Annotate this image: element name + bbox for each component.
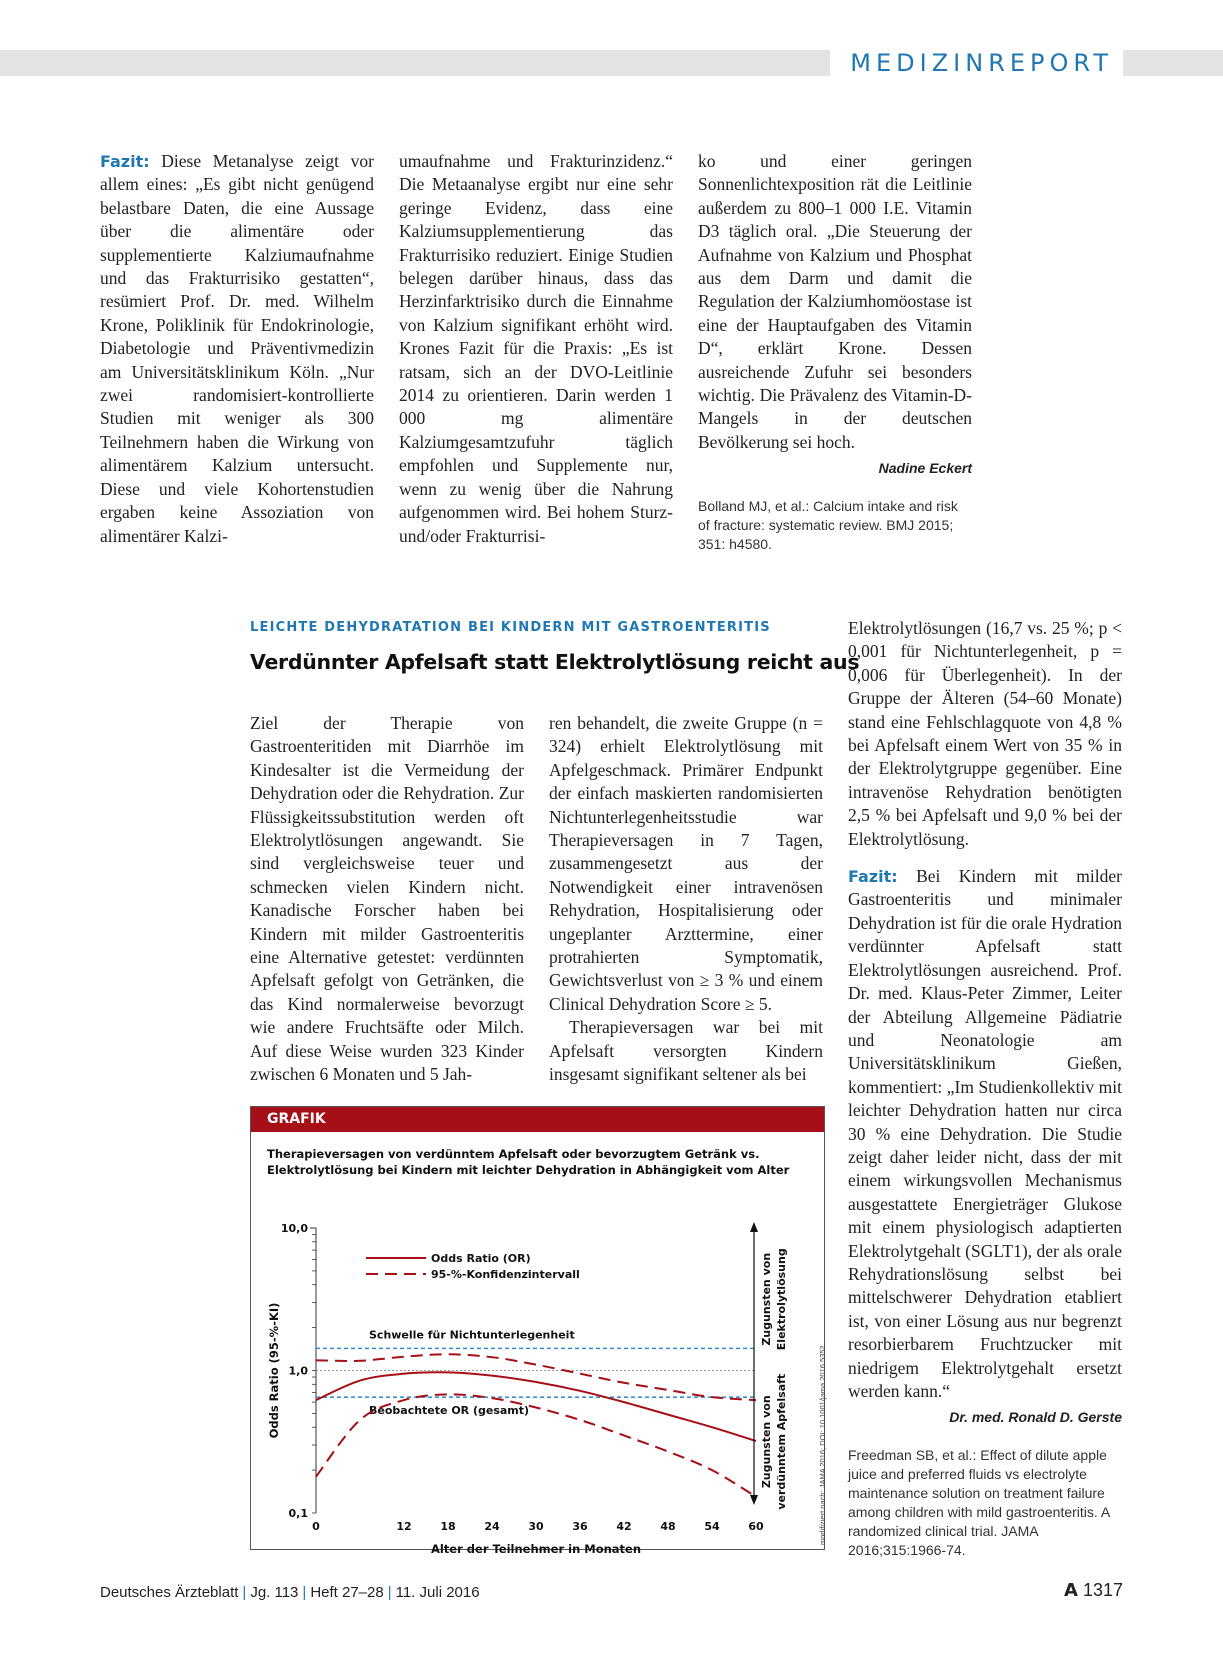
article2-column-1 — [250, 712, 524, 1087]
grafik-label: GRAFIK — [251, 1107, 824, 1132]
x-tick-label: 12 — [396, 1520, 412, 1533]
arrow-down-icon — [750, 1495, 758, 1505]
arrow-up-icon — [750, 1222, 758, 1232]
arrow-label-down: Zugunsten von — [760, 1395, 773, 1489]
article1-author: Nadine Eckert — [878, 460, 972, 477]
article2-column-2 — [549, 712, 823, 1087]
footer-citation: Deutsches Ärzteblatt | Jg. 113 | Heft 27–28 | 11. Juli 2016 — [100, 1584, 480, 1601]
chart-title-line-2: Elektrolytlösung bei Kindern mit leichter Dehydration in Abhängigkeit vom Alter — [267, 1163, 790, 1177]
y-axis-label: Odds Ratio (95-%-KI) — [267, 1302, 281, 1439]
article2-author: Dr. med. Ronald D. Gerste — [949, 1409, 1122, 1426]
article2-reference: Freedman SB, et al.: Effect of dilute apple juice and preferred fluids vs electrolyte maintenance solution on treatment failure among children with mild gastroenteritis. A randomized clinical trial. JAMA 2016;315:1966-74. — [848, 1446, 1110, 1558]
fazit-label: Fazit: — [100, 152, 150, 171]
article2-headline: Verdünnter Apfelsaft statt Elektrolytlösung reicht aus — [250, 650, 860, 674]
article1-reference: Bolland MJ, et al.: Calcium intake and risk of fracture: systematic review. BMJ 2015; 351: h4580. — [698, 497, 958, 552]
article1-column-1 — [100, 150, 374, 548]
x-tick-label: 0 — [312, 1520, 320, 1533]
chart — [251, 1132, 824, 1556]
issue: Heft 27–28 — [310, 1584, 384, 1601]
section-title: MEDIZINREPORT — [830, 48, 1123, 78]
journal-name: Deutsches Ärzteblatt — [100, 1584, 239, 1601]
y-tick-label: 0,1 — [288, 1507, 308, 1520]
x-tick-label: 48 — [660, 1520, 676, 1533]
x-tick-label: 18 — [440, 1520, 456, 1533]
article1-column-2 — [399, 150, 673, 548]
reference-line-label: Schwelle für Nichtunterlegenheit — [369, 1328, 575, 1342]
ci-line — [316, 1354, 756, 1400]
x-tick-label: 24 — [484, 1520, 500, 1533]
article2-kicker: LEICHTE DEHYDRATATION BEI KINDERN MIT GASTROENTERITIS — [250, 620, 771, 635]
article2-col3a-text: Elektrolytlösungen (16,7 vs. 25 %; p < 0,001 für Nichtunterlegenheit, p = 0,006 für Überlegenheit). In der Gruppe der Älteren (54–60 Monate) stand eine Fehlschlagquote von 4,8 % bei Apfelsaft einem Wert von 35 % in der Elektrolytgruppe gegenüber. Eine intravenöse Rehydration benötigten 2,5 % bei Apfelsaft und 9,0 % bei der Elektrolytlösung. — [848, 618, 1122, 849]
page-value: 1317 — [1082, 1580, 1123, 1600]
article2-col3b-text: Bei Kindern mit milder Gastroenteritis und minimaler Dehydration ist für die orale Hydration verdünnter Apfelsaft statt Elektrolytlösungen ausreichend. Prof. Dr. med. Klaus-Peter Zimmer, Leiter der Abteilung Allgemeine Pädiatrie und Neonatologie am Universitätsklinikum Gießen, kommentiert: „Im Studienkollektiv mit leichter Dehydration hatten nur circa 30 % eine Dehydration. Die Studie zeigt daher leider nicht, dass der mit einem wirkungsvollen Mechanismus ausgestattete Energieträger Glukose mit einem physiologisch adaptierten Elektrolytgehalt (SGLT1), der als orale Rehydrationslösung selbst bei mittelschwerer Dehydration etabliert ist, von einer Lösung aus nur begrenzt resorbierbarem Fruchtzucker mit niedrigem Elektrolytgehalt ersetzt werden kann.“ — [848, 866, 1122, 1401]
article1-col1-text: Diese Metanalyse zeigt vor allem eines: „Es gibt nicht genügend belastbare Daten, die eine Aussage über die alimentäre oder supplementierte Kalziumaufnahme und das Frakturrisiko gestatten“, resümiert Prof. Dr. med. Wilhelm Krone, Poliklinik für Endokrinologie, Diabetologie und Präventivmedizin am Universitätsklinikum Köln. „Nur zwei randomisiert-kontrollierte Studien mit weniger als 300 Teilnehmern haben die Wirkung von alimentärem Kalzium untersucht. Diese und viele Kohortenstudien ergaben keine Assoziation von alimentärer Kalzi- — [100, 151, 374, 546]
y-tick-label: 10,0 — [280, 1222, 308, 1235]
x-tick-label: 36 — [572, 1520, 588, 1533]
page-prefix: A — [1064, 1580, 1078, 1601]
chart-source-note: modifiziert nach: JAMA 2016; DOI: 10.1001/jama.2016.5352 — [818, 1345, 827, 1545]
legend-label: 95-%-Konfidenzintervall — [431, 1268, 580, 1281]
article2-column-3 — [848, 617, 1122, 1560]
x-tick-label: 54 — [704, 1520, 720, 1533]
reference-line-label: Beobachtete OR (gesamt) — [369, 1404, 530, 1418]
legend-label: Odds Ratio (OR) — [431, 1252, 531, 1265]
arrow-label-up: Elektrolytlösung — [775, 1248, 788, 1351]
y-tick-label: 1,0 — [288, 1364, 308, 1378]
chart-title: Therapieversagen von verdünntem Apfelsaft oder bevorzugtem Getränk vs. — [267, 1147, 760, 1161]
article2-col2b-text: Therapieversagen war bei mit Apfelsaft versorgten Kindern insgesamt signifikant seltener als bei — [549, 1017, 823, 1085]
volume: Jg. 113 — [250, 1584, 299, 1601]
x-tick-label: 60 — [748, 1520, 764, 1533]
x-axis-label: Alter der Teilnehmer in Monaten — [430, 1542, 642, 1556]
article2-col2a-text: ren behandelt, die zweite Gruppe (n = 324) erhielt Elektrolytlösung mit Apfelgeschmack. Primärer Endpunkt der einfach maskierten randomisierten Nichtunterlegenheitsstudie war Therapieversagen in 7 Tagen, zusammengesetzt aus der Notwendigkeit einer intravenösen Rehydration, Hospitalisierung oder ungeplanter Arzttermine, einer protrahierten Symptomatik, Gewichtsverlust von ≥ 3 % und einem Clinical Dehydration Score ≥ 5. — [549, 713, 823, 1014]
arrow-label-down: verdünntem Apfelsaft — [775, 1373, 788, 1510]
fazit-label: Fazit: — [848, 867, 898, 887]
grafik-box — [250, 1106, 825, 1556]
article1-column-3 — [698, 150, 972, 554]
x-tick-label: 42 — [616, 1520, 632, 1533]
article1-col2-text: umaufnahme und Frakturinzidenz.“ Die Metaanalyse ergibt nur eine sehr geringe Evidenz, dass eine Kalziumsupplementierung das Frakturrisiko reduziert. Einige Studien belegen darüber hinaus, dass das Herzinfarktrisiko durch die Einnahme von Kalzium signifikant erhöht wird. Krones Fazit für die Praxis: „Es ist ratsam, sich an der DVO-Leitlinie 2014 zu orientieren. Darin werden 1 000 mg alimentäre Kalziumgesamtzufuhr täglich empfohlen und Supplemente nur, wenn zu wenig über die Nahrung aufgenommen wird. Bei hohem Sturz- und/oder Frakturrisi- — [399, 151, 673, 546]
section-header-bar — [0, 50, 1223, 76]
article1-col3-text: ko und einer geringen Sonnenlichtexposition rät die Leitlinie außerdem zu 800–1 000 I.E. Vitamin D3 täglich oral. „Die Steuerung der Aufnahme von Kalzium und Phosphat aus dem Darm und damit die Regulation der Kalziumhomöostase ist eine der Hauptaufgaben des Vitamin D“, erklärt Krone. Dessen ausreichende Zufuhr sei besonders wichtig. Die Prävalenz des Vitamin-D-Mangels in der deutschen Bevölkerung sei hoch. — [698, 151, 972, 452]
article2-col1-text: Ziel der Therapie von Gastroenteritiden mit Diarrhöe im Kindesalter ist die Vermeidung der Dehydration oder die Rehydration. Zur Flüssigkeitssubstitution werden oft Elektrolytlösungen angewandt. Sie sind vergleichsweise teuer und schmecken vielen Kindern nicht. Kanadische Forscher haben bei Kindern mit milder Gastroenteritis eine Alternative getestet: verdünnten Apfelsaft gefolgt von Getränken, die das Kind normalerweise bevorzugt wie andere Fruchtsäfte oder Milch. Auf diese Weise wurden 323 Kinder zwischen 6 Monaten und 5 Jah- — [250, 713, 524, 1085]
page-number — [1064, 1580, 1123, 1601]
x-tick-label: 30 — [528, 1520, 544, 1533]
arrow-label-up: Zugunsten von — [760, 1252, 773, 1346]
issue-date: 11. Juli 2016 — [395, 1584, 480, 1601]
